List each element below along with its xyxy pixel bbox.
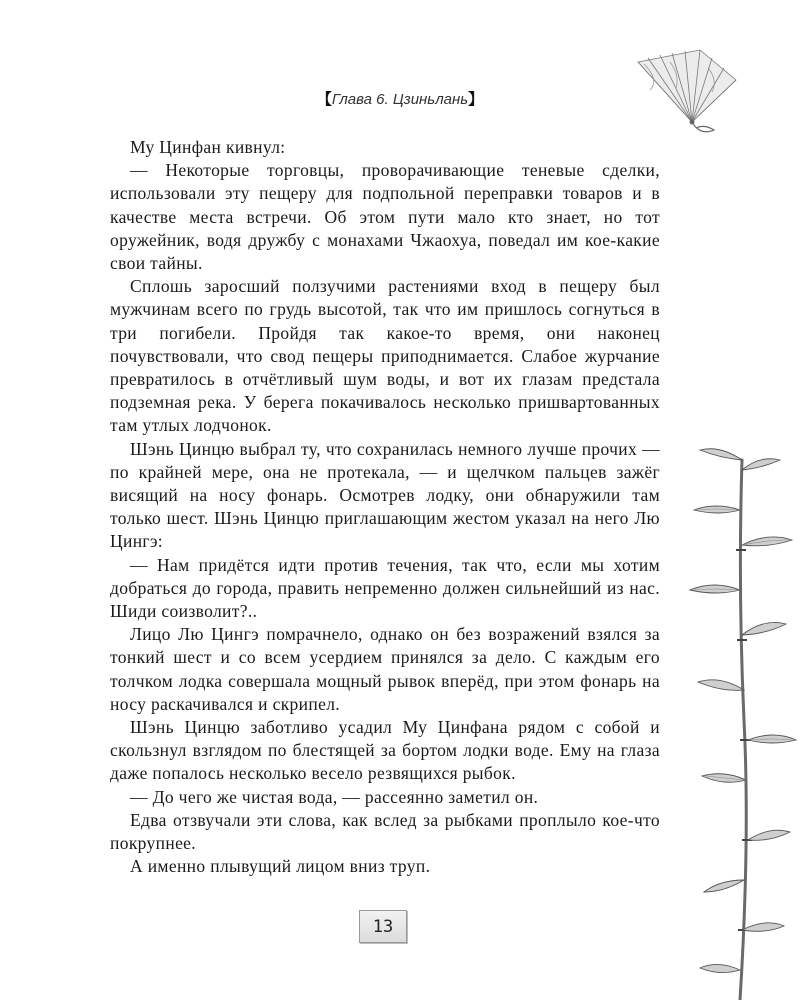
chapter-title: Глава 6. Цзиньлань xyxy=(331,91,469,108)
page-number-text: 13 xyxy=(372,916,394,937)
paragraph: Му Цинфан кивнул: xyxy=(130,137,286,157)
paragraph: А именно плывущий лицом вниз труп. xyxy=(130,856,431,877)
header-bracket-left: 【 xyxy=(316,91,332,108)
page-number xyxy=(359,910,407,943)
paragraph: Едва отзвучали эти слова, как вслед за рыбками проплыло кое-что покрупнее. xyxy=(110,809,660,854)
paragraph: — Нам придётся идти против течения, так что, если мы хотим добраться до города, править непременно должен сильнейший из нас. Шиди соизволит?.. xyxy=(110,554,660,622)
paragraph: Шэнь Цинцю заботливо усадил Му Цинфана рядом с собой и скользнул взглядом по блестящей за бортом лодки воде. Ему на глаза даже попалось несколько весело резвящихся рыбок. xyxy=(110,717,660,784)
header-bracket-right: 】 xyxy=(468,91,484,108)
paragraph: Шэнь Цинцю выбрал ту, что сохранилась немного лучше прочих — по крайней мере, она не протекала, — и щелчком пальцев зажёг висящий на носу фонарь. Осмотрев лодку, они обнаружили там только шест. Шэнь Цинцю приглашающим жестом указал на него Лю Цингэ: xyxy=(110,438,660,552)
paragraph: Лицо Лю Цингэ помрачнело, однако он без возражений взялся за тонкий шест и со всем усердием принялся за дело. С каждым его толчком лодка совершала мощный рывок вперёд, при этом фонарь на носу раскачивался и скрипел. xyxy=(110,624,660,714)
paragraph: Сплошь заросший ползучими растениями вход в пещеру был мужчинам всего по грудь высотой, так что им пришлось согнуться в три погибели. Пройдя так какое-то время, они наконец почувствовали, что свод пещеры приподнимается. Слабое журчание превратилось в отчётливый шум воды, и вот их глазам предстала подземная река. У берега покачивалось несколько пришвартованных там утлых лодчонок. xyxy=(110,276,660,436)
body-text xyxy=(110,136,660,879)
chapter-header xyxy=(0,88,800,109)
bamboo-icon xyxy=(680,440,800,1000)
paragraph: — Некоторые торговцы, проворачивающие теневые сделки, использовали эту пещеру для подпольной переправки товаров и в качестве места встречи. Об этом пути мало кто знает, но тот оружейник, водя дружбу с монахами Чжаохуа, поведал им кое-какие свои тайны. xyxy=(110,160,660,274)
paragraph: — До чего же чистая вода, — рассеянно заметил он. xyxy=(130,786,539,807)
